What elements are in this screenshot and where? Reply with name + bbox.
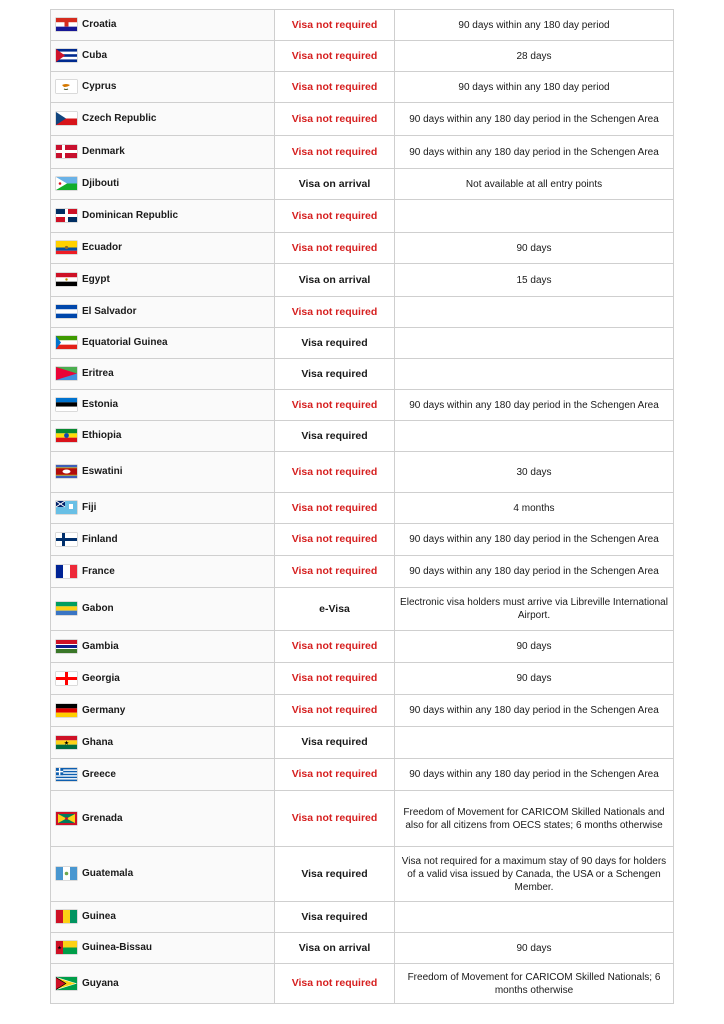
country-cell bbox=[51, 297, 275, 328]
georgia-flag-icon bbox=[56, 672, 77, 685]
table-row bbox=[51, 902, 674, 933]
country-cell bbox=[51, 200, 275, 233]
table-row bbox=[51, 421, 674, 452]
allowed-stay-cell bbox=[395, 359, 674, 390]
country-cell bbox=[51, 452, 275, 493]
visa-requirement-cell: Visa not required bbox=[275, 390, 395, 421]
country-name: Gambia bbox=[82, 640, 119, 652]
visa-requirement-cell: Visa not required bbox=[275, 41, 395, 72]
country-cell bbox=[51, 556, 275, 588]
eritrea-flag-icon bbox=[56, 367, 77, 380]
country-cell bbox=[51, 847, 275, 902]
country-cell bbox=[51, 136, 275, 169]
table-row bbox=[51, 663, 674, 695]
country-name: Finland bbox=[82, 533, 118, 545]
country-cell bbox=[51, 421, 275, 452]
guinea-bissau-flag-icon bbox=[56, 941, 77, 954]
denmark-flag-icon bbox=[56, 145, 77, 158]
table-row bbox=[51, 390, 674, 421]
visa-table-body bbox=[51, 10, 674, 1004]
country-name: Cyprus bbox=[82, 81, 117, 93]
allowed-stay-cell bbox=[395, 727, 674, 759]
egypt-flag-icon bbox=[56, 273, 77, 286]
visa-requirement-cell: Visa not required bbox=[275, 556, 395, 588]
visa-requirement-cell: Visa not required bbox=[275, 631, 395, 663]
visa-requirement-cell: Visa not required bbox=[275, 10, 395, 41]
country-name: Guatemala bbox=[82, 868, 134, 880]
visa-requirement-cell: Visa required bbox=[275, 421, 395, 452]
country-cell bbox=[51, 328, 275, 359]
country-name: Germany bbox=[82, 704, 126, 716]
country-cell bbox=[51, 964, 275, 1004]
allowed-stay-cell bbox=[395, 328, 674, 359]
allowed-stay-cell: 90 days within any 180 day period in the Schengen Area bbox=[395, 103, 674, 136]
visa-requirements-table bbox=[50, 9, 674, 1004]
country-cell bbox=[51, 233, 275, 264]
country-name: Dominican Republic bbox=[82, 210, 179, 222]
el-salvador-flag-icon bbox=[56, 305, 77, 318]
guinea-flag-icon bbox=[56, 910, 77, 923]
country-cell bbox=[51, 72, 275, 103]
country-name: Djibouti bbox=[82, 178, 120, 190]
visa-requirement-cell: Visa not required bbox=[275, 297, 395, 328]
table-row bbox=[51, 297, 674, 328]
visa-requirement-cell: Visa required bbox=[275, 902, 395, 933]
visa-requirement-cell: Visa not required bbox=[275, 493, 395, 524]
allowed-stay-cell: 90 days bbox=[395, 233, 674, 264]
visa-requirement-cell: Visa on arrival bbox=[275, 933, 395, 964]
allowed-stay-cell: 90 days bbox=[395, 663, 674, 695]
cuba-flag-icon bbox=[56, 49, 77, 62]
table-row bbox=[51, 264, 674, 297]
country-name: Guinea bbox=[82, 911, 116, 923]
country-name: Eritrea bbox=[82, 368, 114, 380]
france-flag-icon bbox=[56, 565, 77, 578]
country-name: France bbox=[82, 565, 115, 577]
visa-requirement-cell: Visa required bbox=[275, 727, 395, 759]
fiji-flag-icon bbox=[56, 501, 77, 514]
table-row bbox=[51, 233, 674, 264]
allowed-stay-cell: Freedom of Movement for CARICOM Skilled Nationals; 6 months otherwise bbox=[395, 964, 674, 1004]
country-name: Czech Republic bbox=[82, 113, 157, 125]
visa-requirement-cell: Visa on arrival bbox=[275, 264, 395, 297]
allowed-stay-cell: 90 days within any 180 day period in the Schengen Area bbox=[395, 524, 674, 556]
visa-requirement-cell: Visa not required bbox=[275, 791, 395, 847]
allowed-stay-cell: Electronic visa holders must arrive via Libreville International Airport. bbox=[395, 588, 674, 631]
allowed-stay-cell bbox=[395, 421, 674, 452]
table-row bbox=[51, 359, 674, 390]
country-cell bbox=[51, 390, 275, 421]
country-name: Cuba bbox=[82, 50, 107, 62]
country-cell bbox=[51, 103, 275, 136]
country-name: Ethiopia bbox=[82, 430, 122, 442]
eswatini-flag-icon bbox=[56, 465, 77, 478]
visa-requirement-cell: Visa not required bbox=[275, 964, 395, 1004]
allowed-stay-cell: 15 days bbox=[395, 264, 674, 297]
allowed-stay-cell: Freedom of Movement for CARICOM Skilled Nationals and also for all citizens from OECS states; 6 months otherwise bbox=[395, 791, 674, 847]
table-row bbox=[51, 695, 674, 727]
table-row bbox=[51, 169, 674, 200]
allowed-stay-cell: 90 days within any 180 day period in the Schengen Area bbox=[395, 136, 674, 169]
country-cell bbox=[51, 933, 275, 964]
allowed-stay-cell: 4 months bbox=[395, 493, 674, 524]
country-name: El Salvador bbox=[82, 306, 137, 318]
table-row bbox=[51, 556, 674, 588]
country-name: Denmark bbox=[82, 146, 125, 158]
table-row bbox=[51, 10, 674, 41]
allowed-stay-cell bbox=[395, 297, 674, 328]
table-row bbox=[51, 847, 674, 902]
allowed-stay-cell: 90 days within any 180 day period in the Schengen Area bbox=[395, 556, 674, 588]
allowed-stay-cell: 30 days bbox=[395, 452, 674, 493]
country-cell bbox=[51, 524, 275, 556]
visa-requirement-cell: Visa not required bbox=[275, 695, 395, 727]
visa-requirement-cell: Visa not required bbox=[275, 103, 395, 136]
country-name: Guyana bbox=[82, 977, 119, 989]
allowed-stay-cell: 90 days within any 180 day period in the Schengen Area bbox=[395, 390, 674, 421]
allowed-stay-cell: 90 days within any 180 day period bbox=[395, 72, 674, 103]
country-name: Egypt bbox=[82, 274, 110, 286]
guatemala-flag-icon bbox=[56, 867, 77, 880]
visa-requirement-cell: Visa required bbox=[275, 359, 395, 390]
table-row bbox=[51, 588, 674, 631]
table-row bbox=[51, 41, 674, 72]
equatorial-guinea-flag-icon bbox=[56, 336, 77, 349]
czech-flag-icon bbox=[56, 112, 77, 125]
country-name: Croatia bbox=[82, 19, 117, 31]
table-row bbox=[51, 136, 674, 169]
djibouti-flag-icon bbox=[56, 177, 77, 190]
visa-requirement-cell: Visa required bbox=[275, 847, 395, 902]
country-cell bbox=[51, 10, 275, 41]
guyana-flag-icon bbox=[56, 977, 77, 990]
country-cell bbox=[51, 41, 275, 72]
allowed-stay-cell: 90 days within any 180 day period bbox=[395, 10, 674, 41]
country-cell bbox=[51, 588, 275, 631]
country-name: Ecuador bbox=[82, 242, 123, 254]
table-row bbox=[51, 328, 674, 359]
ecuador-flag-icon bbox=[56, 241, 77, 254]
table-row bbox=[51, 791, 674, 847]
visa-requirement-cell: Visa not required bbox=[275, 524, 395, 556]
country-name: Estonia bbox=[82, 399, 119, 411]
table-row bbox=[51, 103, 674, 136]
allowed-stay-cell bbox=[395, 902, 674, 933]
country-name: Eswatini bbox=[82, 466, 123, 478]
allowed-stay-cell: 28 days bbox=[395, 41, 674, 72]
allowed-stay-cell: Not available at all entry points bbox=[395, 169, 674, 200]
country-cell bbox=[51, 169, 275, 200]
table-row bbox=[51, 200, 674, 233]
country-name: Equatorial Guinea bbox=[82, 337, 168, 349]
country-name: Ghana bbox=[82, 736, 114, 748]
country-name: Greece bbox=[82, 768, 116, 780]
country-cell bbox=[51, 791, 275, 847]
table-row bbox=[51, 727, 674, 759]
country-cell bbox=[51, 759, 275, 791]
ethiopia-flag-icon bbox=[56, 429, 77, 442]
country-name: Gabon bbox=[82, 603, 114, 615]
country-name: Fiji bbox=[82, 502, 97, 514]
grenada-flag-icon bbox=[56, 812, 77, 825]
country-cell bbox=[51, 695, 275, 727]
table-row bbox=[51, 524, 674, 556]
table-row bbox=[51, 933, 674, 964]
allowed-stay-cell: 90 days bbox=[395, 933, 674, 964]
table-row bbox=[51, 452, 674, 493]
country-cell bbox=[51, 493, 275, 524]
table-row bbox=[51, 72, 674, 103]
allowed-stay-cell: 90 days within any 180 day period in the Schengen Area bbox=[395, 759, 674, 791]
country-cell bbox=[51, 631, 275, 663]
country-name: Georgia bbox=[82, 672, 120, 684]
country-name: Grenada bbox=[82, 812, 123, 824]
cyprus-flag-icon bbox=[56, 80, 77, 93]
visa-requirement-cell: Visa not required bbox=[275, 136, 395, 169]
allowed-stay-cell: 90 days bbox=[395, 631, 674, 663]
country-cell bbox=[51, 727, 275, 759]
visa-requirement-cell: e-Visa bbox=[275, 588, 395, 631]
visa-requirement-cell: Visa not required bbox=[275, 452, 395, 493]
visa-requirement-cell: Visa on arrival bbox=[275, 169, 395, 200]
visa-requirement-cell: Visa not required bbox=[275, 759, 395, 791]
germany-flag-icon bbox=[56, 704, 77, 717]
ghana-flag-icon bbox=[56, 736, 77, 749]
table-row bbox=[51, 964, 674, 1004]
visa-requirement-cell: Visa required bbox=[275, 328, 395, 359]
greece-flag-icon bbox=[56, 768, 77, 781]
allowed-stay-cell: Visa not required for a maximum stay of 90 days for holders of a valid visa issued by Canada, the USA or a Schengen Member. bbox=[395, 847, 674, 902]
croatia-flag-icon bbox=[56, 18, 77, 31]
table-row bbox=[51, 759, 674, 791]
country-cell bbox=[51, 359, 275, 390]
country-cell bbox=[51, 264, 275, 297]
gabon-flag-icon bbox=[56, 602, 77, 615]
allowed-stay-cell bbox=[395, 200, 674, 233]
visa-requirement-cell: Visa not required bbox=[275, 663, 395, 695]
country-cell bbox=[51, 902, 275, 933]
finland-flag-icon bbox=[56, 533, 77, 546]
table-row bbox=[51, 493, 674, 524]
visa-requirement-cell: Visa not required bbox=[275, 72, 395, 103]
country-name: Guinea-Bissau bbox=[82, 942, 153, 954]
gambia-flag-icon bbox=[56, 640, 77, 653]
allowed-stay-cell: 90 days within any 180 day period in the Schengen Area bbox=[395, 695, 674, 727]
visa-requirement-cell: Visa not required bbox=[275, 233, 395, 264]
table-row bbox=[51, 631, 674, 663]
dominican-republic-flag-icon bbox=[56, 209, 77, 222]
country-cell bbox=[51, 663, 275, 695]
visa-requirement-cell: Visa not required bbox=[275, 200, 395, 233]
estonia-flag-icon bbox=[56, 398, 77, 411]
